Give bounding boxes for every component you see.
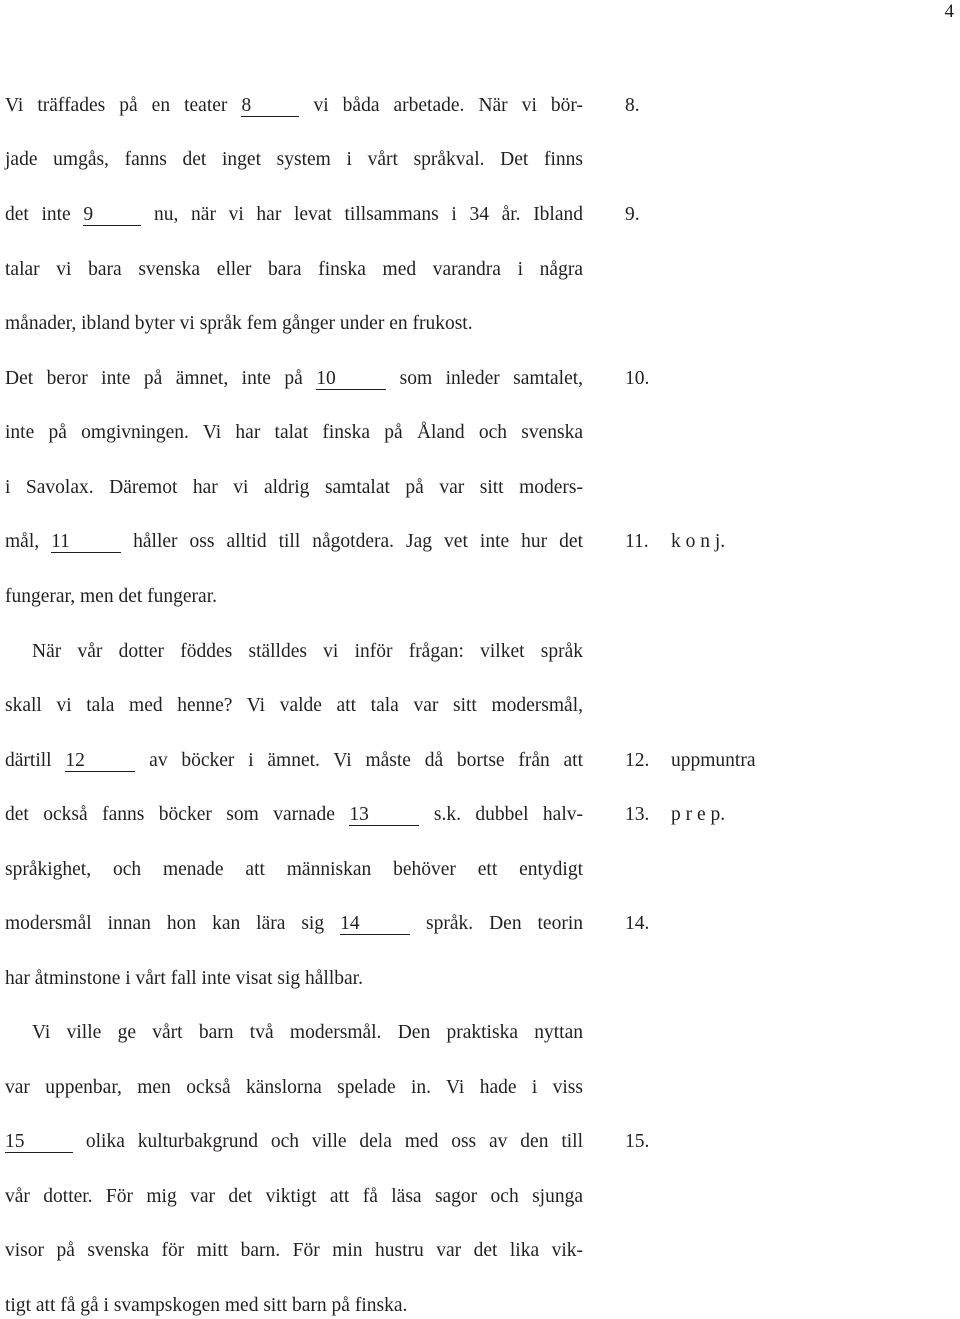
text-line: det också fanns böcker som varnade 13 s.k. dubbel halv- [5, 804, 583, 825]
answer-item: 14. [625, 913, 650, 934]
answer-hint: uppmuntra [671, 750, 756, 771]
gap-blank[interactable]: 8 [241, 96, 299, 117]
gap-blank[interactable]: 9 [83, 205, 141, 226]
text-line: inte på omgivningen. Vi har talat finska på Åland och svenska [5, 422, 583, 443]
text-line: i Savolax. Däremot har vi aldrig samtalat på var sitt moders- [5, 477, 583, 498]
gap-blank[interactable]: 15 [5, 1132, 73, 1153]
text-line: fungerar, men det fungerar. [5, 586, 217, 607]
gap-blank[interactable]: 10 [316, 369, 386, 390]
text-line: har åtminstone i vårt fall inte visat sig hållbar. [5, 968, 363, 989]
gap-blank[interactable]: 12 [65, 751, 135, 772]
text-line: jade umgås, fanns det inget system i vårt språkval. Det finns [5, 149, 583, 170]
text-line: Vi ville ge vårt barn två modersmål. Den praktiska nyttan [32, 1022, 583, 1043]
text-line: modersmål innan hon kan lära sig 14 språk. Den teorin [5, 913, 583, 934]
answer-item: 11. k o n j. [625, 531, 726, 552]
text-line: Vi träffades på en teater 8 vi båda arbetade. När vi bör- [5, 95, 583, 116]
text-line: mål, 11 håller oss alltid till någotdera. Jag vet inte hur det [5, 531, 583, 552]
gap-blank[interactable]: 13 [349, 805, 419, 826]
text-line: vår dotter. För mig var det viktigt att få läsa sagor och sjunga [5, 1186, 583, 1207]
answer-item: 8. [625, 95, 640, 116]
text-line: skall vi tala med henne? Vi valde att tala var sitt modersmål, [5, 695, 583, 716]
text-line: Det beror inte på ämnet, inte på 10 som inleder samtalet, [5, 368, 584, 389]
text-line: tigt att få gå i svampskogen med sitt barn på finska. [5, 1295, 408, 1316]
text-line: därtill 12 av böcker i ämnet. Vi måste då bortse från att [5, 750, 584, 771]
answer-item: 10. [625, 368, 650, 389]
text-line: var uppenbar, men också känslorna spelade in. Vi hade i viss [5, 1077, 583, 1098]
answer-item: 15. [625, 1131, 650, 1152]
answer-item: 13. p r e p. [625, 804, 726, 825]
text-line: språkighet, och menade att människan behöver ett entydigt [5, 859, 583, 880]
answer-hint: p r e p. [671, 804, 726, 825]
text-line: 15 olika kulturbakgrund och ville dela med oss av den till [5, 1131, 583, 1152]
gap-blank[interactable]: 14 [340, 914, 410, 935]
text-line: månader, ibland byter vi språk fem gånger under en frukost. [5, 313, 473, 334]
text-line: visor på svenska för mitt barn. För min hustru var det lika vik- [5, 1240, 583, 1261]
text-line: det inte 9 nu, när vi har levat tillsammans i 34 år. Ibland [5, 204, 584, 225]
page-number: 4 [944, 1, 954, 22]
answer-item: 9. [625, 204, 640, 225]
text-line: talar vi bara svenska eller bara finska med varandra i några [5, 259, 583, 280]
text-line: När vår dotter föddes ställdes vi inför frågan: vilket språk [32, 641, 583, 662]
gap-blank[interactable]: 11 [51, 532, 121, 553]
answer-hint: k o n j. [671, 531, 726, 552]
answer-item: 12. uppmuntra [625, 750, 756, 771]
